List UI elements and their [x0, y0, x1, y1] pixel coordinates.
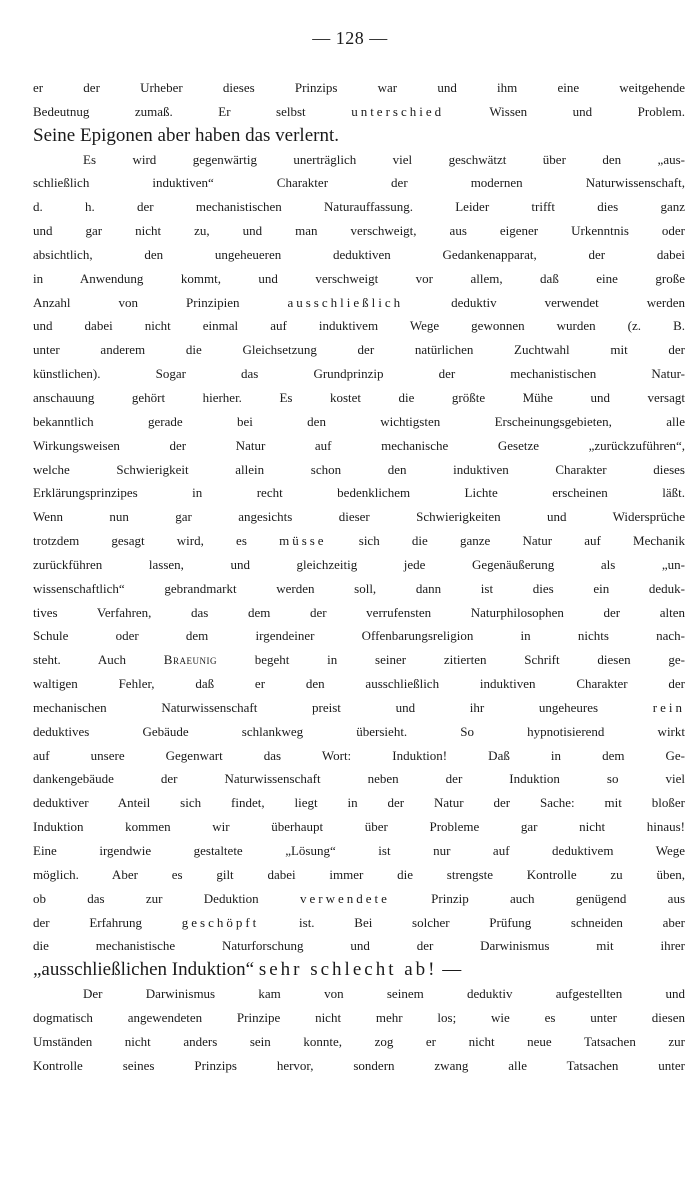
text-line	[33, 124, 685, 148]
text-segment: Wissen und Problem.	[444, 103, 685, 119]
text-segment: Prinzip auch genügend aus	[389, 890, 686, 906]
text-line	[33, 982, 685, 1006]
text-line	[33, 195, 685, 219]
text-line	[33, 863, 685, 887]
text-segment: dogmatisch angewendeten Prinzipe nicht mehr los; wie es unter diesen	[33, 1009, 685, 1025]
text-segment: Eine irgendwie gestaltete „Lösung“ ist nur auf deduktivem Wege	[33, 843, 685, 858]
text-line	[33, 672, 685, 696]
text-line	[33, 314, 685, 338]
text-line	[33, 958, 685, 982]
text-segment: dankengebäude der Naturwissenschaft neben der Induktion so viel	[33, 771, 685, 787]
text-segment: bekanntlich gerade bei den wichtigsten Erscheinungsgebieten, alle	[33, 413, 685, 429]
text-line	[33, 720, 685, 744]
text-line	[33, 291, 685, 315]
text-segment: möglich. Aber es gilt dabei immer die strengste Kontrolle zu üben,	[33, 866, 685, 882]
text-segment: Induktion kommen wir überhaupt über Probleme gar nicht hinaus!	[33, 819, 685, 835]
text-segment: mechanischen Naturwissenschaft preist und ihr ungeheures	[33, 699, 653, 715]
emphasized-spaced-text: unterschied	[351, 103, 445, 119]
text-line	[33, 505, 685, 529]
text-segment: Wenn nun gar angesichts dieser Schwierigkeiten und Widersprüche	[33, 509, 685, 525]
text-segment: er der Urheber dieses Prinzips war und ihm eine weitgehende	[33, 80, 685, 95]
text-line	[33, 76, 685, 100]
text-segment: unter anderem die Gleichsetzung der natürlichen Zuchtwahl mit der	[33, 342, 685, 358]
text-segment: in Anwendung kommt, und verschweigt vor allem, daß eine große	[33, 270, 685, 286]
text-segment: deduktiv verwendet werden	[403, 294, 685, 310]
text-line	[33, 911, 685, 935]
paragraph	[33, 982, 685, 1077]
text-segment: sich die ganze Natur auf Mechanik	[326, 533, 686, 549]
body-text	[33, 76, 685, 1077]
text-segment: künstlichen). Sogar das Grundprinzip der mechanistischen Natur-	[33, 366, 685, 382]
text-line	[33, 386, 685, 410]
text-line	[33, 744, 685, 768]
text-line	[33, 1054, 685, 1078]
text-line	[33, 696, 685, 720]
text-line	[33, 243, 685, 267]
emphasized-spaced-text: sehr schlecht ab!	[258, 959, 438, 981]
text-segment: —	[437, 959, 462, 981]
text-segment: Schule oder dem irgendeiner Offenbarungsreligion in nichts nach-	[33, 628, 685, 644]
text-segment: Es wird gegenwärtig unerträglich viel geschwätzt über den „aus-	[83, 151, 685, 167]
text-line	[33, 839, 685, 863]
text-segment: Erklärungsprinzipes in recht bedenklichem Lichte erscheinen läßt.	[33, 485, 685, 501]
text-segment: absichtlich, den ungeheueren deduktiven Gedankenapparat, der dabei	[33, 246, 685, 262]
text-line	[33, 481, 685, 505]
text-segment: schließlich induktiven“ Charakter der modernen Naturwissenschaft,	[33, 175, 685, 191]
text-segment: tives Verfahren, das dem der verrufensten Naturphilosophen der alten	[33, 604, 685, 620]
text-line	[33, 887, 685, 911]
paragraph	[33, 76, 685, 148]
text-segment: Bedeutnug zumaß. Er selbst	[33, 103, 352, 119]
text-line	[33, 1030, 685, 1054]
text-segment: d. h. der mechanistischen Naturauffassung. Leider trifft dies ganz	[33, 199, 685, 215]
page-number: — 128 —	[312, 28, 388, 48]
text-segment: anschauung gehört hierher. Es kostet die größte Mühe und versagt	[33, 389, 685, 405]
text-segment: Kontrolle seines Prinzips hervor, sondern zwang alle Tatsachen unter	[33, 1057, 685, 1073]
text-line	[33, 148, 685, 172]
text-line	[33, 458, 685, 482]
text-segment: der Erfahrung	[33, 914, 182, 930]
text-segment: Seine Epigonen aber haben das verlernt.	[33, 124, 339, 146]
text-segment: und dabei nicht einmal auf induktivem Wege gewonnen wurden (z. B.	[33, 318, 685, 334]
text-segment: zurückführen lassen, und gleichzeitig jede Gegenäußerung als „un-	[33, 556, 685, 572]
text-segment: auf unsere Gegenwart das Wort: Induktion! Daß in dem Ge-	[33, 747, 685, 763]
text-segment: „ausschließlichen Induktion“	[33, 959, 259, 981]
text-segment: Anzahl von Prinzipien	[33, 294, 288, 310]
text-line	[33, 338, 685, 362]
emphasized-spaced-text: ausschließlich	[287, 294, 404, 310]
emphasized-spaced-text: verwendete	[299, 890, 390, 906]
text-line	[33, 648, 685, 672]
text-segment: ist. Bei solcher Prüfung schneiden aber	[259, 914, 685, 930]
text-line	[33, 100, 685, 124]
text-line	[33, 1006, 685, 1030]
text-segment: Umständen nicht anders sein konnte, zog er nicht neue Tatsachen zur	[33, 1033, 685, 1049]
text-segment: wissenschaftlich“ gebrandmarkt werden soll, dann ist dies ein deduk-	[33, 580, 685, 596]
paragraph	[33, 148, 685, 983]
text-line	[33, 577, 685, 601]
text-segment: Der Darwinismus kam von seinem deduktiv aufgestellten und	[83, 986, 685, 1002]
text-segment: deduktiver Anteil sich findet, liegt in der Natur der Sache: mit bloßer	[33, 795, 685, 811]
text-segment: steht. Auch	[33, 652, 164, 668]
emphasized-spaced-text: geschöpft	[181, 914, 260, 930]
text-line	[33, 553, 685, 577]
text-segment: waltigen Fehler, daß er den ausschließlich induktiven Charakter der	[33, 676, 685, 692]
text-line	[33, 362, 685, 386]
text-line	[33, 171, 685, 195]
text-line	[33, 529, 685, 553]
text-line	[33, 815, 685, 839]
text-line	[33, 767, 685, 791]
text-segment: welche Schwierigkeit allein schon den induktiven Charakter dieses	[33, 461, 685, 477]
text-segment: Wirkungsweisen der Natur auf mechanische Gesetze „zurückzuführen“,	[33, 437, 685, 453]
small-caps-name: Braeunig	[163, 652, 217, 668]
text-segment: begeht in seiner zitierten Schrift diesen ge-	[216, 652, 685, 668]
text-segment: die mechanistische Naturforschung und der Darwinismus mit ihrer	[33, 938, 685, 954]
emphasized-spaced-text: müsse	[279, 533, 327, 549]
emphasized-spaced-text: rein	[652, 699, 685, 715]
text-line	[33, 934, 685, 958]
text-segment: ob das zur Deduktion	[33, 890, 300, 906]
text-segment: und gar nicht zu, und man verschweigt, aus eigener Urkenntnis oder	[33, 223, 685, 239]
text-line	[33, 434, 685, 458]
text-line	[33, 267, 685, 291]
text-line	[33, 791, 685, 815]
text-line	[33, 410, 685, 434]
text-line	[33, 624, 685, 648]
text-line	[33, 601, 685, 625]
text-line	[33, 219, 685, 243]
text-segment: deduktives Gebäude schlankweg übersieht. So hypnotisierend wirkt	[33, 723, 685, 739]
text-segment: trotzdem gesagt wird, es	[33, 533, 280, 549]
